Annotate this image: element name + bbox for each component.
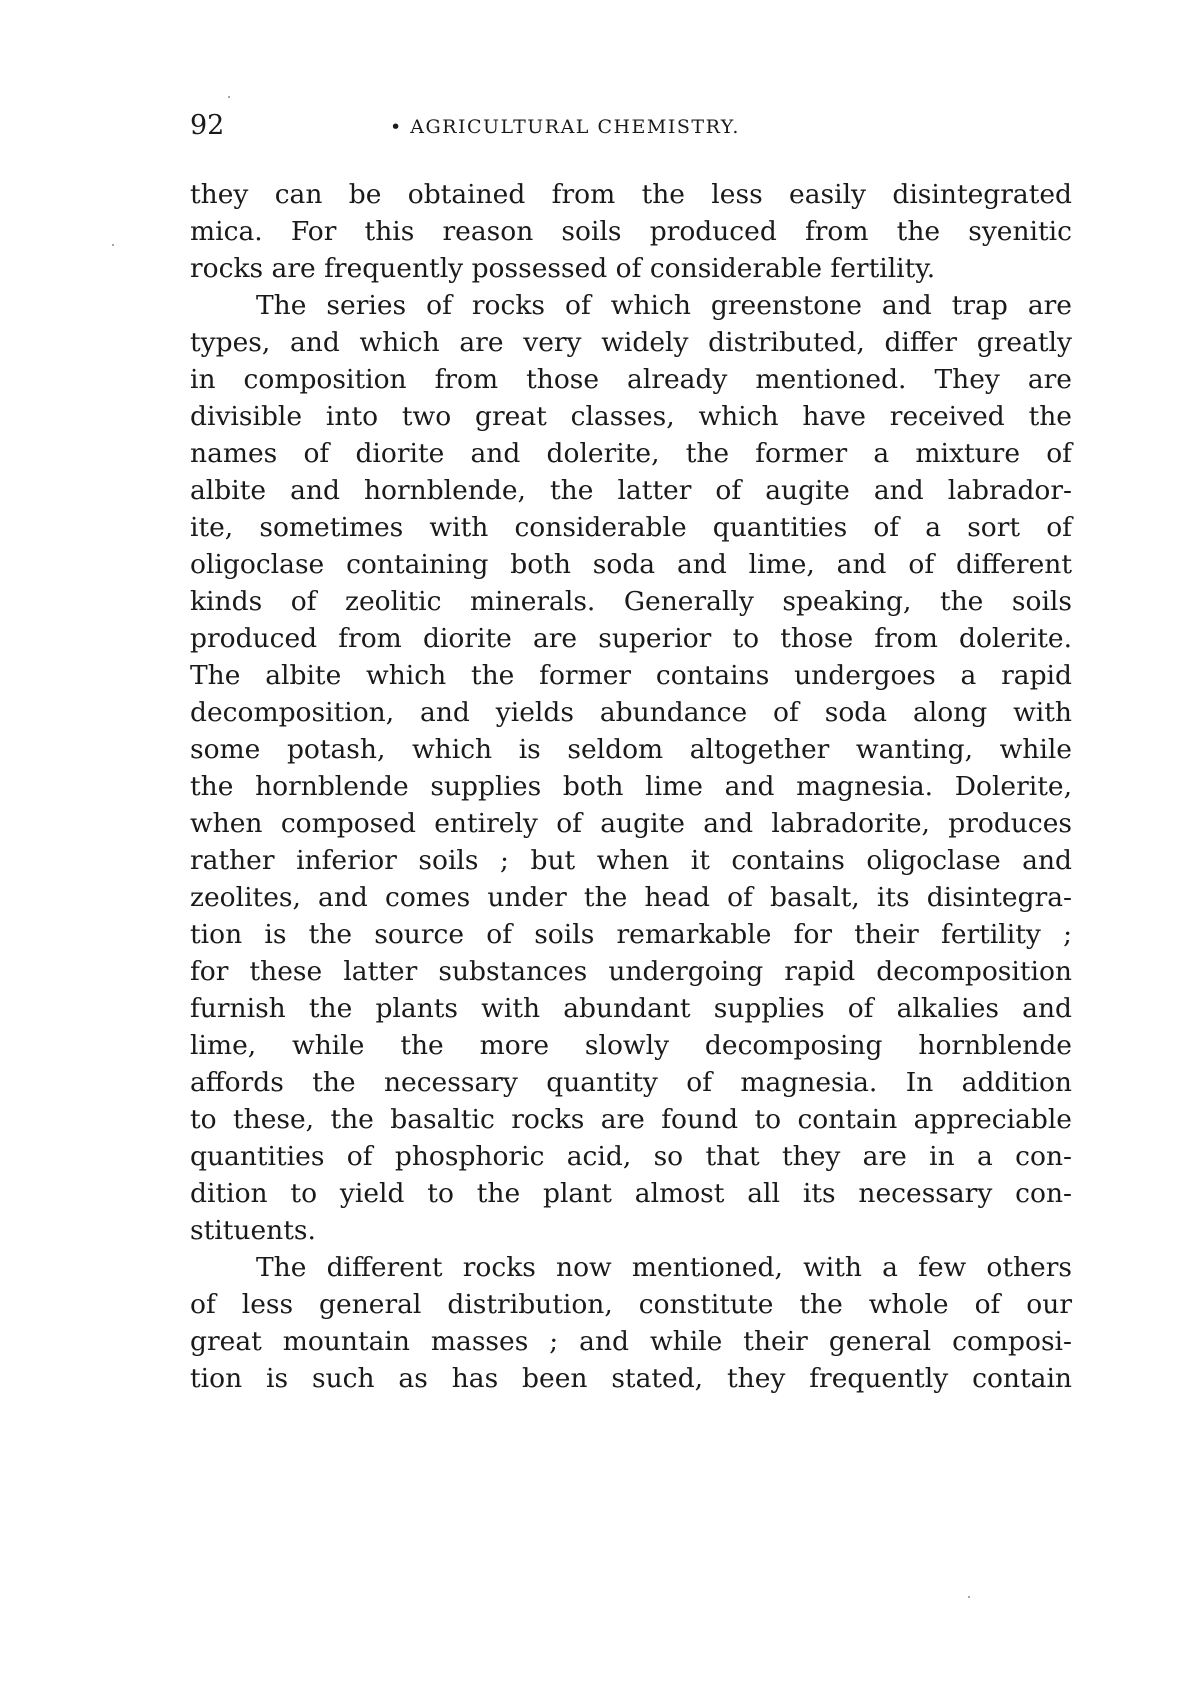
text-line: when composed entirely of augite and labradorite, produces — [190, 808, 1072, 839]
running-title: • AGRICULTURAL CHEMISTRY. — [390, 116, 740, 138]
text-line: The albite which the former contains undergoes a rapid — [190, 660, 1072, 691]
text-line: the hornblende supplies both lime and magnesia. Dolerite, — [190, 771, 1072, 802]
text-line: some potash, which is seldom altogether wanting, while — [190, 734, 1072, 765]
text-line: rather inferior soils ; but when it contains oligoclase and — [190, 845, 1072, 876]
scan-speck — [228, 96, 230, 98]
text-line: rocks are frequently possessed of considerable fertility. — [190, 253, 936, 284]
text-line: for these latter substances undergoing rapid decomposition — [190, 956, 1072, 987]
text-line: great mountain masses ; and while their general composi- — [190, 1326, 1072, 1357]
text-line: oligoclase containing both soda and lime, and of different — [190, 549, 1072, 580]
scan-speck — [112, 244, 114, 246]
scan-speck — [968, 1596, 970, 1598]
text-line: furnish the plants with abundant supplies of alkalies and — [190, 993, 1072, 1024]
text-line: mica. For this reason soils produced from the syenitic — [190, 216, 1072, 247]
text-line: dition to yield to the plant almost all its necessary con- — [190, 1178, 1072, 1209]
text-line: decomposition, and yields abundance of soda along with — [190, 697, 1072, 728]
text-line: ite, sometimes with considerable quantities of a sort of — [190, 512, 1072, 543]
page-number: 92 — [190, 110, 225, 141]
text-line: they can be obtained from the less easily disintegrated — [190, 179, 1072, 210]
text-line: The different rocks now mentioned, with a few others — [256, 1252, 1072, 1283]
text-line: of less general distribution, constitute the whole of our — [190, 1289, 1072, 1320]
text-line: in composition from those already mentioned. They are — [190, 364, 1072, 395]
text-line: kinds of zeolitic minerals. Generally speaking, the soils — [190, 586, 1072, 617]
text-line: stituents. — [190, 1215, 316, 1246]
text-line: affords the necessary quantity of magnesia. In addition — [190, 1067, 1072, 1098]
text-line: lime, while the more slowly decomposing hornblende — [190, 1030, 1072, 1061]
text-line: produced from diorite are superior to those from dolerite. — [190, 623, 1072, 654]
text-line: tion is such as has been stated, they frequently contain — [190, 1363, 1072, 1394]
text-line: zeolites, and comes under the head of basalt, its disintegra- — [190, 882, 1072, 913]
text-line: albite and hornblende, the latter of augite and labrador- — [190, 475, 1072, 506]
text-line: The series of rocks of which greenstone and trap are — [256, 290, 1072, 321]
text-line: to these, the basaltic rocks are found to contain appreciable — [190, 1104, 1072, 1135]
text-line: tion is the source of soils remarkable for their fertility ; — [190, 919, 1072, 950]
text-line: names of diorite and dolerite, the former a mixture of — [190, 438, 1072, 469]
page-body-text — [190, 176, 1072, 1397]
text-line: divisible into two great classes, which have received the — [190, 401, 1072, 432]
text-line: types, and which are very widely distributed, differ greatly — [190, 327, 1072, 358]
text-line: quantities of phosphoric acid, so that they are in a con- — [190, 1141, 1072, 1172]
page-header — [190, 110, 1072, 146]
